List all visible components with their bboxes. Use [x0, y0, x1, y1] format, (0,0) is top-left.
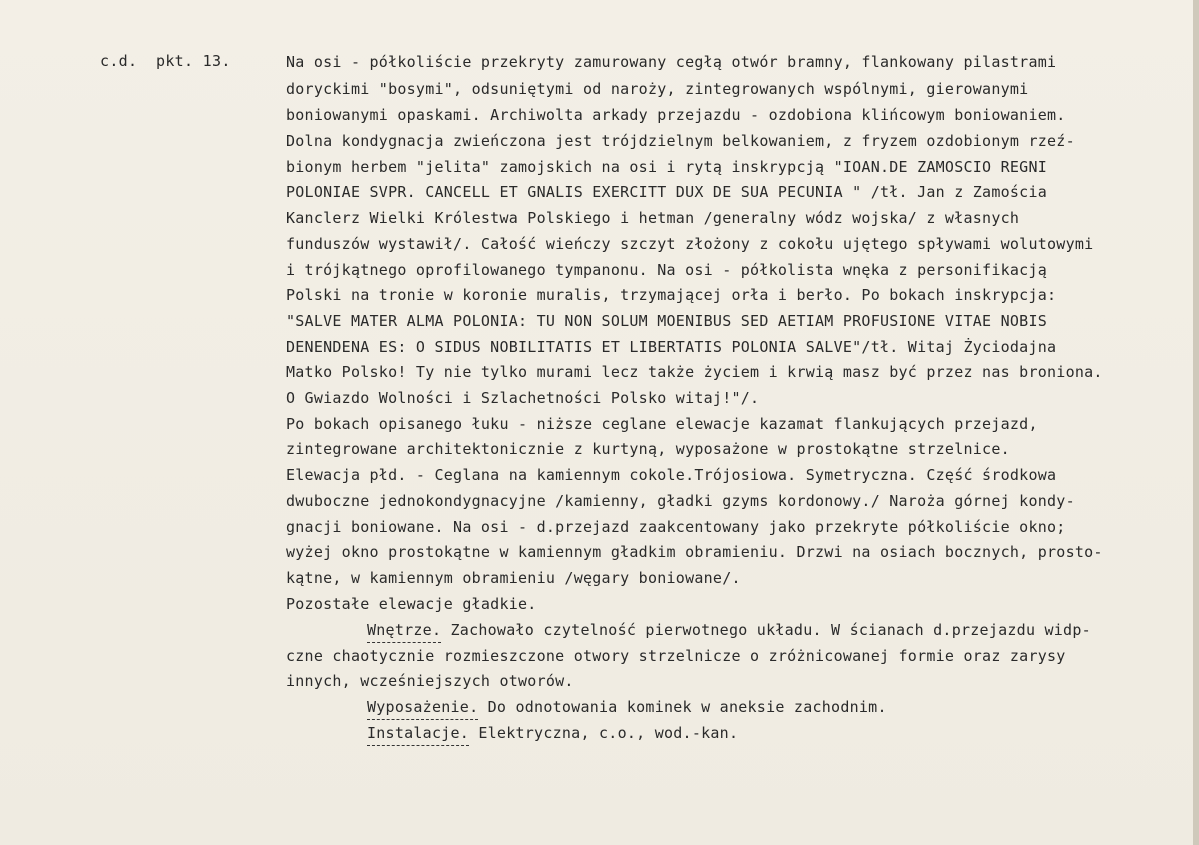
- section-text: Zachowało czytelność pierwotnego układu. W ścianach d.przejazdu widp-: [441, 621, 1091, 639]
- section-wyposazenie: [367, 697, 887, 720]
- section-heading: Wyposażenie.: [367, 697, 478, 720]
- text-line: funduszów wystawił/. Całość wieńczy szczyt złożony z cokołu ujętego spływami wolutowymi: [286, 235, 1094, 253]
- text-line: POLONIAE SVPR. CANCELL ET GNALIS EXERCITT DUX DE SUA PECUNIA " /tł. Jan z Zamościa: [286, 183, 1048, 201]
- text-line: i trójkątnego oprofilowanego tympanonu. Na osi - półkolista wnęka z personifikacją: [286, 261, 1048, 279]
- text-line: Kanclerz Wielki Królestwa Polskiego i hetman /generalny wódz wojska/ z własnych: [286, 209, 1020, 227]
- section-heading: Instalacje.: [367, 723, 469, 746]
- section-text: Elektryczna, c.o., wod.-kan.: [469, 724, 739, 742]
- text-line: innych, wcześniejszych otworów.: [286, 672, 574, 690]
- text-line: Po bokach opisanego łuku - niższe ceglane elewacje kazamat flankujących przejazd,: [286, 415, 1038, 433]
- text-line: dwuboczne jednokondygnacyjne /kamienny, gładki gzyms kordonowy./ Naroża górnej kondy-: [286, 492, 1075, 510]
- text-line: "SALVE MATER ALMA POLONIA: TU NON SOLUM MOENIBUS SED AETIAM PROFUSIONE VITAE NOBIS: [286, 312, 1048, 330]
- text-line: doryckimi "bosymi", odsuniętymi od naroży, zintegrowanych wspólnymi, gierowanymi: [286, 80, 1029, 98]
- text-line: kątne, w kamiennym obramieniu /węgary boniowane/.: [286, 569, 741, 587]
- text-line: Na osi - półkoliście przekryty zamurowany cegłą otwór bramny, flankowany pilastrami: [286, 53, 1057, 71]
- text-line: Polski na tronie w koronie muralis, trzymającej orła i berło. Po bokach inskrypcja:: [286, 286, 1057, 304]
- text-line: bionym herbem "jelita" zamojskich na osi i rytą inskrypcją "IOAN.DE ZAMOSCIO REGNI: [286, 158, 1048, 176]
- text-line: wyżej okno prostokątne w kamiennym gładkim obramieniu. Drzwi na osiach bocznych, prosto-: [286, 543, 1103, 561]
- section-text: Do odnotowania kominek w aneksie zachodnim.: [478, 698, 887, 716]
- continuation-marker: c.d.: [100, 52, 138, 70]
- text-line: Pozostałe elewacje gładkie.: [286, 595, 537, 613]
- text-line: czne chaotycznie rozmieszczone otwory strzelnicze o zróżnicowanej formie oraz zarysy: [286, 647, 1066, 665]
- section-instalacje: [367, 723, 738, 746]
- section-wnetrze: [367, 620, 1091, 643]
- text-line: Elewacja płd. - Ceglana na kamiennym cokole.Trójosiowa. Symetryczna. Część środkowa: [286, 466, 1057, 484]
- text-line: O Gwiazdo Wolności i Szlachetności Polsko witaj!"/.: [286, 389, 760, 407]
- point-number: pkt. 13.: [156, 52, 231, 70]
- text-line: Matko Polsko! Ty nie tylko murami lecz także życiem i krwią masz być przez nas broniona.: [286, 363, 1103, 381]
- section-heading: Wnętrze.: [367, 620, 441, 643]
- text-line: DENENDENA ES: O SIDUS NOBILITATIS ET LIBERTATIS POLONIA SALVE"/tł. Witaj Życiodajna: [286, 338, 1057, 356]
- text-line: zintegrowane architektonicznie z kurtyną, wyposażone w prostokątne strzelnice.: [286, 440, 1010, 458]
- text-line: Dolna kondygnacja zwieńczona jest trójdzielnym belkowaniem, z fryzem ozdobionym rzeź-: [286, 132, 1075, 150]
- text-line: gnacji boniowane. Na osi - d.przejazd zaakcentowany jako przekryte półkoliście okno;: [286, 518, 1066, 536]
- text-line: boniowanymi opaskami. Archiwolta arkady przejazdu - ozdobiona klińcowym boniowaniem.: [286, 106, 1066, 124]
